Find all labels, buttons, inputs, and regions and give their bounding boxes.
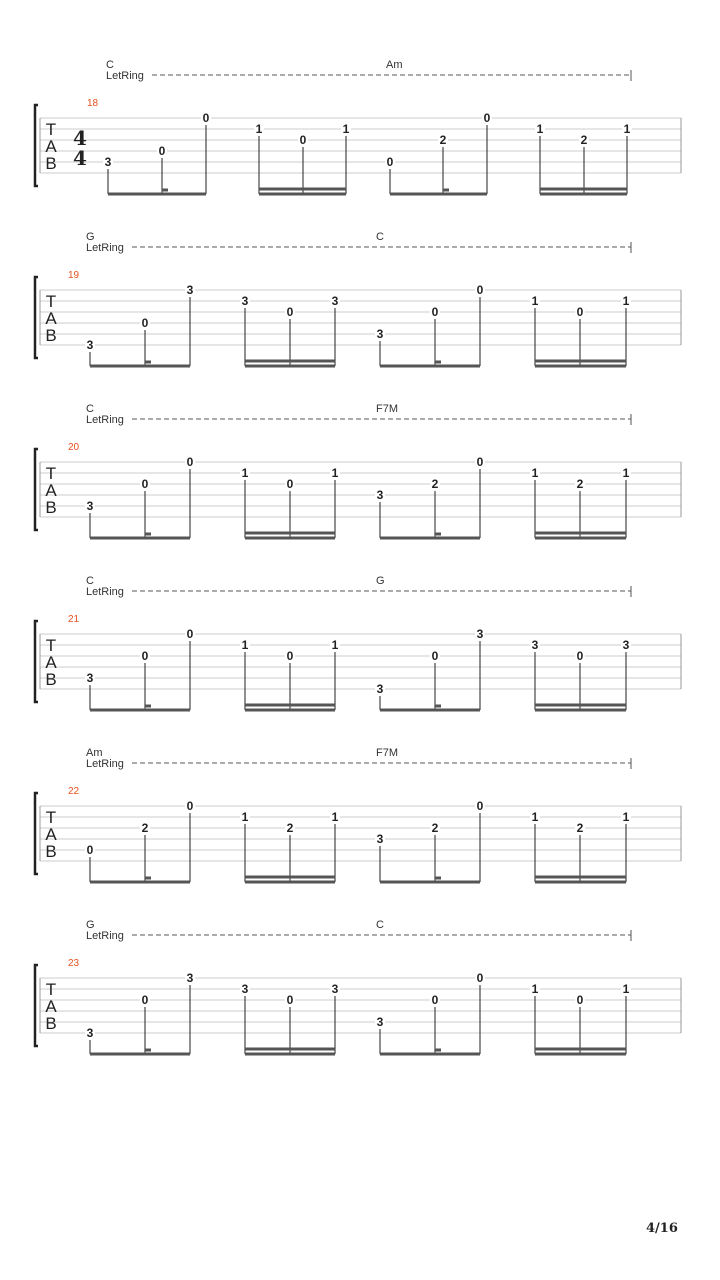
letring-label: LetRing bbox=[86, 242, 124, 254]
fret-number: 3 bbox=[86, 671, 94, 685]
fret-number: 3 bbox=[331, 982, 339, 996]
fret-number: 0 bbox=[186, 799, 194, 813]
letring-label: LetRing bbox=[86, 930, 124, 942]
fret-number: 0 bbox=[431, 649, 439, 663]
fret-number: 0 bbox=[431, 305, 439, 319]
fret-number: 3 bbox=[376, 327, 384, 341]
fret-number: 1 bbox=[342, 122, 350, 136]
fret-number: 3 bbox=[86, 499, 94, 513]
fret-number: 0 bbox=[186, 627, 194, 641]
fret-number: 3 bbox=[241, 294, 249, 308]
chord-name: F7M bbox=[376, 747, 398, 759]
fret-number: 1 bbox=[531, 810, 539, 824]
fret-number: 0 bbox=[141, 316, 149, 330]
tab-clef-letter: A bbox=[45, 997, 57, 1016]
chord-name: G bbox=[86, 919, 95, 931]
tab-clef-letter: T bbox=[45, 292, 57, 311]
fret-number: 2 bbox=[286, 821, 294, 835]
fret-number: 0 bbox=[141, 993, 149, 1007]
fret-number: 0 bbox=[431, 993, 439, 1007]
fret-number: 1 bbox=[241, 810, 249, 824]
tab-clef-letter: A bbox=[45, 137, 57, 156]
tab-clef-letter: T bbox=[45, 464, 57, 483]
fret-number: 3 bbox=[186, 283, 194, 297]
tab-clef-letter: T bbox=[45, 980, 57, 999]
letring-label: LetRing bbox=[86, 586, 124, 598]
fret-number: 3 bbox=[476, 627, 484, 641]
fret-number: 2 bbox=[576, 477, 584, 491]
chord-name: C bbox=[376, 231, 384, 243]
system-bracket bbox=[35, 105, 38, 186]
fret-number: 1 bbox=[622, 294, 630, 308]
fret-number: 3 bbox=[376, 682, 384, 696]
chord-name: G bbox=[376, 575, 385, 587]
fret-number: 3 bbox=[86, 338, 94, 352]
fret-number: 3 bbox=[331, 294, 339, 308]
fret-number: 0 bbox=[286, 649, 294, 663]
fret-number: 0 bbox=[576, 649, 584, 663]
fret-number: 1 bbox=[536, 122, 544, 136]
fret-number: 3 bbox=[241, 982, 249, 996]
tab-clef-letter: A bbox=[45, 481, 57, 500]
letring-label: LetRing bbox=[86, 758, 124, 770]
chord-name: C bbox=[106, 59, 114, 71]
fret-number: 2 bbox=[439, 133, 447, 147]
system-bracket bbox=[35, 449, 38, 530]
tab-clef-letter: B bbox=[45, 154, 57, 173]
time-signature-top: 4 bbox=[73, 126, 87, 150]
fret-number: 0 bbox=[86, 843, 94, 857]
chord-name: Am bbox=[386, 59, 403, 71]
tab-clef-letter: B bbox=[45, 1014, 57, 1033]
fret-number: 0 bbox=[141, 477, 149, 491]
letring-label: LetRing bbox=[86, 414, 124, 426]
chord-name: C bbox=[376, 919, 384, 931]
fret-number: 0 bbox=[286, 305, 294, 319]
tab-clef-letter: B bbox=[45, 326, 57, 345]
tab-clef-letter: B bbox=[45, 842, 57, 861]
fret-number: 3 bbox=[531, 638, 539, 652]
chord-name: G bbox=[86, 231, 95, 243]
measure-number: 23 bbox=[68, 958, 80, 969]
fret-number: 3 bbox=[622, 638, 630, 652]
fret-number: 2 bbox=[431, 821, 439, 835]
measure-number: 19 bbox=[68, 270, 80, 281]
fret-number: 0 bbox=[476, 971, 484, 985]
fret-number: 1 bbox=[531, 982, 539, 996]
fret-number: 3 bbox=[186, 971, 194, 985]
fret-number: 0 bbox=[286, 993, 294, 1007]
fret-number: 0 bbox=[186, 455, 194, 469]
fret-number: 1 bbox=[331, 810, 339, 824]
fret-number: 2 bbox=[576, 821, 584, 835]
fret-number: 1 bbox=[623, 122, 631, 136]
chord-name: C bbox=[86, 403, 94, 415]
chord-name: F7M bbox=[376, 403, 398, 415]
tab-clef-letter: T bbox=[45, 636, 57, 655]
letring-label: LetRing bbox=[106, 70, 144, 82]
tab-clef-letter: A bbox=[45, 309, 57, 328]
fret-number: 1 bbox=[241, 466, 249, 480]
tab-clef-letter: A bbox=[45, 825, 57, 844]
tab-clef-letter: B bbox=[45, 670, 57, 689]
system-bracket bbox=[35, 277, 38, 358]
fret-number: 0 bbox=[476, 455, 484, 469]
measure-number: 21 bbox=[68, 614, 80, 625]
fret-number: 2 bbox=[431, 477, 439, 491]
chord-name: C bbox=[86, 575, 94, 587]
fret-number: 0 bbox=[476, 283, 484, 297]
measure-number: 22 bbox=[68, 786, 80, 797]
fret-number: 1 bbox=[531, 466, 539, 480]
fret-number: 0 bbox=[576, 993, 584, 1007]
fret-number: 1 bbox=[331, 466, 339, 480]
system-bracket bbox=[35, 621, 38, 702]
fret-number: 2 bbox=[141, 821, 149, 835]
fret-number: 1 bbox=[255, 122, 263, 136]
fret-number: 3 bbox=[376, 488, 384, 502]
fret-number: 0 bbox=[576, 305, 584, 319]
fret-number: 3 bbox=[86, 1026, 94, 1040]
tab-clef-letter: B bbox=[45, 498, 57, 517]
page-number: 4/16 bbox=[646, 1221, 678, 1236]
chord-name: Am bbox=[86, 747, 103, 759]
fret-number: 2 bbox=[580, 133, 588, 147]
fret-number: 1 bbox=[531, 294, 539, 308]
fret-number: 0 bbox=[483, 111, 491, 125]
fret-number: 3 bbox=[104, 155, 112, 169]
fret-number: 3 bbox=[376, 832, 384, 846]
fret-number: 1 bbox=[622, 982, 630, 996]
fret-number: 0 bbox=[386, 155, 394, 169]
fret-number: 0 bbox=[141, 649, 149, 663]
fret-number: 3 bbox=[376, 1015, 384, 1029]
system-bracket bbox=[35, 793, 38, 874]
measure-number: 18 bbox=[87, 98, 99, 109]
fret-number: 1 bbox=[241, 638, 249, 652]
tab-clef-letter: A bbox=[45, 653, 57, 672]
time-signature-bottom: 4 bbox=[73, 146, 87, 170]
system-bracket bbox=[35, 965, 38, 1046]
fret-number: 0 bbox=[476, 799, 484, 813]
fret-number: 1 bbox=[331, 638, 339, 652]
tab-clef-letter: T bbox=[45, 808, 57, 827]
fret-number: 0 bbox=[299, 133, 307, 147]
fret-number: 0 bbox=[158, 144, 166, 158]
fret-number: 0 bbox=[202, 111, 210, 125]
tab-clef-letter: T bbox=[45, 120, 57, 139]
fret-number: 1 bbox=[622, 466, 630, 480]
fret-number: 1 bbox=[622, 810, 630, 824]
measure-number: 20 bbox=[68, 442, 80, 453]
fret-number: 0 bbox=[286, 477, 294, 491]
